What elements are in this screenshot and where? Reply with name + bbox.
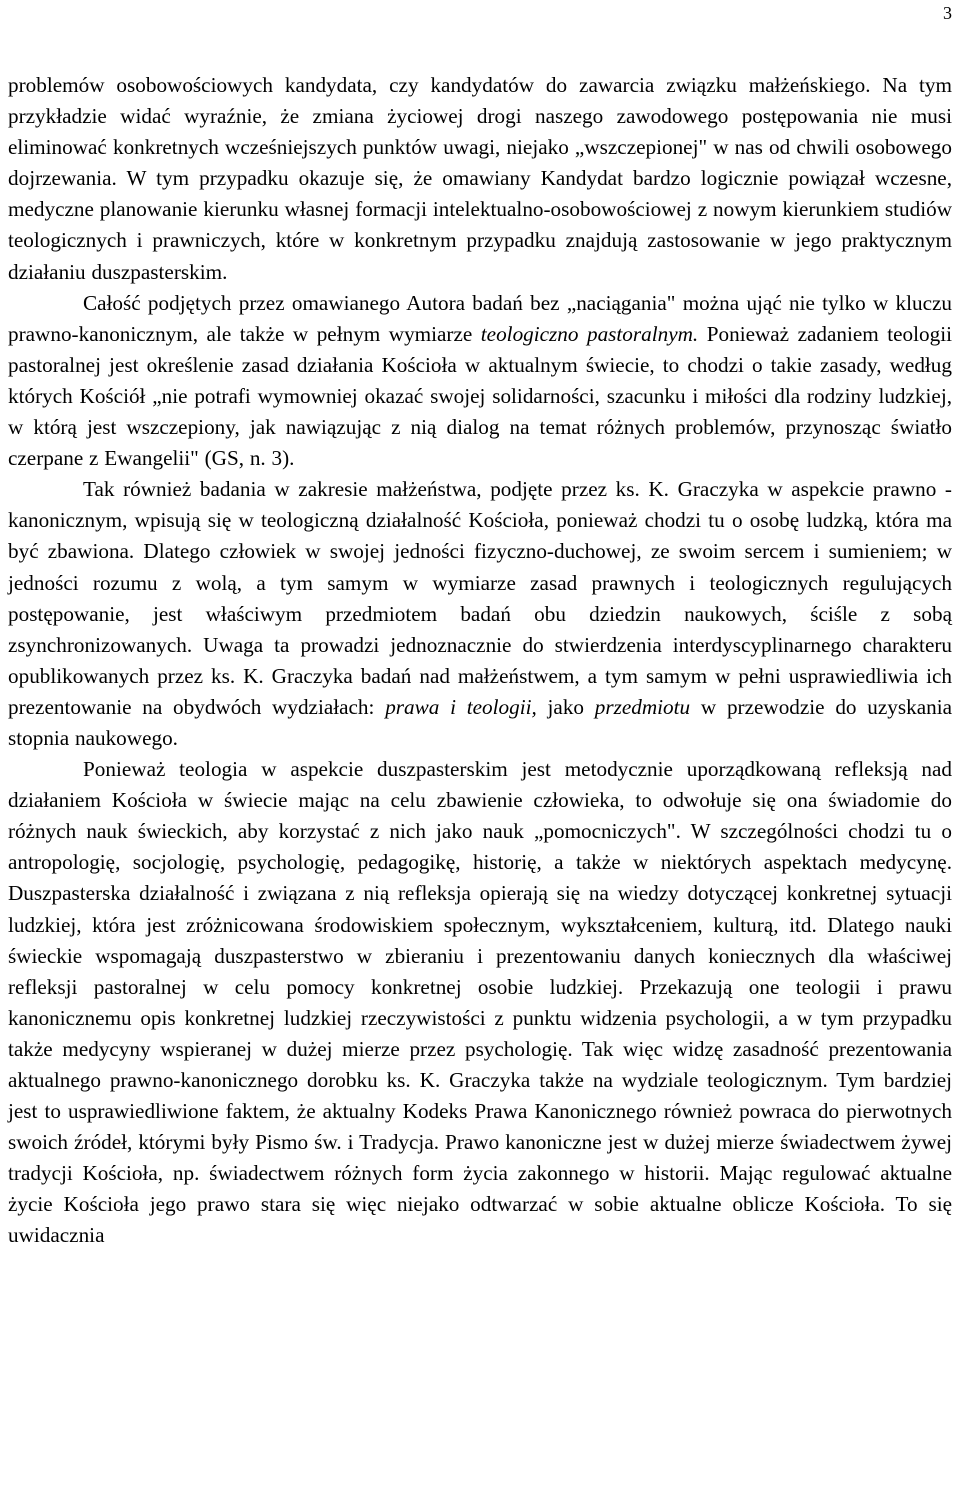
paragraph-4-text: Ponieważ teologia w aspekcie duszpasterskim jest metodycznie uporządkowaną refleksją nad działaniem Kościoła w świecie mając na celu zbawienie człowieka, to odwołuje się ona świadomie do różnych nauk świeckich, aby korzystać z nich jako nauk „pomocniczych". W szczególności chodzi tu o antropologię, socjologię, psychologię, pedagogikę, historię, a także w niektórych aspektach medycynę. Duszpasterska działalność i związana z nią refleksja opierają się na wiedzy dotyczącej konkretnej sytuacji ludzkiej, która jest zróżnicowana środowiskiem społecznym, wykształceniem, kulturą, itd. Dlatego nauki świeckie wspomagają duszpasterstwo w zbieraniu i prezentowaniu danych koniecznych dla właściwej refleksji pastoralnej w celu pomocy konkretnej osobie ludzkiej. Przekazują one teologii i prawu kanonicznemu opis konkretnej ludzkiej rzeczywistości z punktu widzenia psychologii, a w tym przypadku także medycyny wspieranej w dużej mierze przez psychologię. Tak więc widzę zasadność prezentowania aktualnego prawno-kanonicznego dorobku ks. K. Graczyka także na wydziale teologicznym. Tym bardziej jest to usprawiedliwione faktem, że aktualny Kodeks Prawa Kanonicznego również powraca do pierwotnych swoich źródeł, którymi były Pismo św. i Tradycja. Prawo kanoniczne jest w dużej mierze świadectwem żywej tradycji Kościoła, np. świadectwem różnych form życia zakonnego w historii. Mając regulować aktualne życie Kościoła jego prawo stara się więc niejako odtwarzać w sobie aktualne oblicze Kościoła. To się uwidacznia [8,757,952,1248]
paragraph-3 [8,474,952,754]
paragraph-1 [8,70,952,288]
paragraph-2 [8,288,952,475]
paragraph-2-italic-phrase: teologiczno pastoralnym. [480,321,699,346]
paragraph-3-italic-phrase: prawa i teologii, [385,694,537,719]
paragraph-1-text: problemów osobowościowych kandydata, czy kandydatów do zawarcia związku małżeńskiego. Na tym przykładzie widać wyraźnie, że zmiana życiowej drogi naszego zawodowego postępowania nie musi eliminować konkretnych wcześniejszych punktów uwagi, niejako „wszczepionej" w nas od chwili osobowego dojrzewania. W tym przypadku okazuje się, że omawiany Kandydat bardzo logicznie powiązał wczesne, medyczne planowanie kierunku własnej formacji intelektualno-osobowościowej z nowym kierunkiem studiów teologicznych i prawniczych, które w konkretnym przypadku znajdują zastosowanie w jego praktycznym działaniu duszpasterskim. [8,73,952,284]
document-body [8,70,952,1252]
paragraph-3-italic-word: przedmiotu [594,694,691,719]
paragraph-3-text-mid: jako [536,694,595,719]
paragraph-4 [8,754,952,1252]
paragraph-2-text: Całość podjętych przez omawianego Autora badań bez „naciągania" można ująć nie tylko w kluczu prawno-kanonicznym, ale także w pełnym wymiarze [8,290,952,346]
paragraph-3-text: Tak również badania w zakresie małżeństwa, podjęte przez ks. K. Graczyka w aspekcie prawno - kanonicznym, wpisują się w teologiczną działalność Kościoła, ponieważ chodzi tu o osobę ludzką, która ma być zbawiona. Dlatego człowiek w swojej jedności fizyczno-duchowej, ze swoim sercem i sumieniem; w jedności rozumu z wolą, a tym samym w wymiarze zasad prawnych i teologicznych regulujących postępowanie, jest właściwym przedmiotem badań obu dziedzin naukowych, ściśle z sobą zsynchronizowanych. Uwaga ta prowadzi jednoznacznie do stwierdzenia interdyscyplinarnego charakteru opublikowanych przez ks. K. Graczyka badań nad małżeństwem, a tym samym w pełni usprawiedliwia ich prezentowanie na obydwóch wydziałach: [8,477,952,719]
paragraph-3-text-end: w przewodzie do uzyskania stopnia naukowego. [8,694,952,750]
paragraph-2-text-continued: Ponieważ zadaniem teologii pastoralnej jest określenie zasad działania Kościoła w aktualnym świecie, to chodzi o takie zasady, według których Kościół „nie potrafi wymowniej okazać swojej solidarności, szacunku i miłości dla rodziny ludzkiej, w którą jest wszczepiony, jak nawiązując z nią dialog na temat różnych problemów, przynosząc światło czerpane z Ewangelii" (GS, n. 3). [8,321,952,471]
page-number: 3 [943,3,952,23]
